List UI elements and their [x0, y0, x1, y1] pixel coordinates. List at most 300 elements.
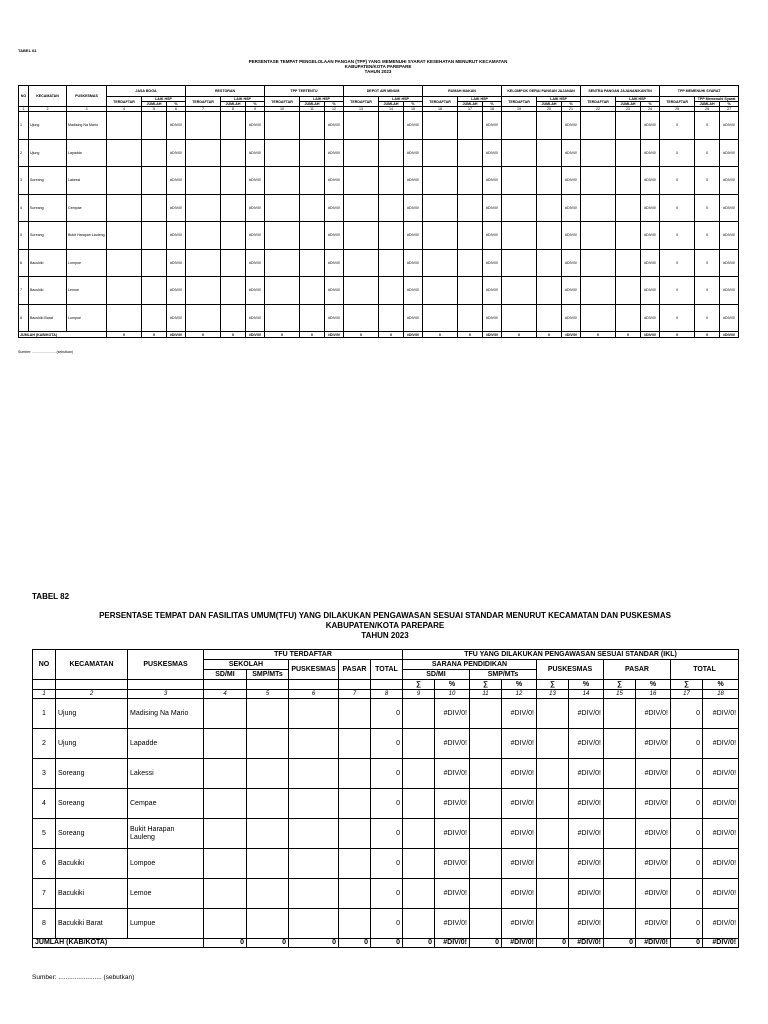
cell-pct: #DIV/0!: [167, 304, 186, 332]
cell-pus-sum: [537, 789, 569, 819]
col-number: 4: [204, 690, 247, 699]
cell-pasar: [339, 699, 371, 729]
cell-empty: [300, 277, 325, 305]
cell-sd-pct: #DIV/0!: [435, 789, 470, 819]
table-82-title-line: TAHUN 2023: [361, 631, 409, 640]
cell-sd-sum: [403, 879, 435, 909]
cell-pct: #DIV/0!: [325, 249, 344, 277]
row-puskesmas: Madising Na Mario: [67, 112, 107, 140]
col-header-jumlah: JUMLAH: [537, 102, 562, 107]
cell-pasar-pct: #DIV/0!: [636, 879, 671, 909]
cell-empty: [423, 222, 458, 250]
cell-empty: [458, 277, 483, 305]
cell-smp-sum: [470, 729, 502, 759]
cell-pct: #DIV/0!: [246, 222, 265, 250]
col-number: 8: [371, 690, 403, 699]
col-header-total-terdaftar: TOTAL: [371, 660, 403, 680]
cell-pct: #DIV/0!: [720, 167, 739, 195]
col-header-no: NO: [19, 86, 29, 107]
cell-pus-sum: [537, 849, 569, 879]
cell-pasar: [339, 909, 371, 939]
total-smp-sum: 0: [470, 939, 502, 948]
cell-pct: #DIV/0!: [325, 112, 344, 140]
row-kecamatan: Bacukiki Barat: [56, 909, 128, 939]
cell-smp-sum: [470, 909, 502, 939]
cell-empty: [300, 222, 325, 250]
cell-empty: [537, 167, 562, 195]
cell-empty: [142, 139, 167, 167]
cell-pct: #DIV/0!: [325, 139, 344, 167]
cell-sd: [204, 909, 247, 939]
cell-empty: [581, 249, 616, 277]
cell-total-sum: 0: [671, 789, 703, 819]
row-kecamatan: Soreang: [29, 222, 67, 250]
col-number: 2: [56, 690, 128, 699]
cell-sd-pct: #DIV/0!: [435, 879, 470, 909]
total-value: 0: [616, 332, 641, 338]
cell-pct: #DIV/0!: [483, 112, 502, 140]
cell-sd-pct: #DIV/0!: [435, 729, 470, 759]
cell-pct: #DIV/0!: [720, 222, 739, 250]
cell-puskesmas: [289, 909, 339, 939]
cell-pasar-pct: #DIV/0!: [636, 849, 671, 879]
cell-empty: [458, 139, 483, 167]
row-kecamatan: Soreang: [56, 789, 128, 819]
cell-smp: [247, 849, 289, 879]
cell-total: 0: [371, 789, 403, 819]
cell-empty: [616, 194, 641, 222]
group-header-sarana-pendidikan: SARANA PENDIDIKAN: [403, 660, 537, 670]
row-no: 8: [33, 909, 56, 939]
cell-pasar-sum: [604, 729, 636, 759]
col-header-laik-hsp: LAIK HSP: [142, 97, 186, 102]
cell-sd-sum: [403, 909, 435, 939]
cell-empty: [379, 194, 404, 222]
col-header-kecamatan: KECAMATAN: [56, 650, 128, 680]
row-no: 3: [19, 167, 29, 195]
col-header-terdaftar: TERDAFTAR: [423, 97, 458, 107]
cell-empty: [221, 167, 246, 195]
row-puskesmas: Lemoe: [128, 879, 204, 909]
table-81: [18, 85, 739, 338]
cell-empty: [537, 222, 562, 250]
col-header-laik-hsp: TPP Memenuhi Syarat: [695, 97, 739, 102]
cell-empty: [379, 222, 404, 250]
cell-empty: [502, 139, 537, 167]
cell-total-sum: 0: [671, 879, 703, 909]
cell-pasar-sum: [604, 879, 636, 909]
cell-sd: [204, 789, 247, 819]
table-row: [33, 909, 739, 939]
cell-total-sum: 0: [671, 699, 703, 729]
cell-pct: #DIV/0!: [483, 139, 502, 167]
total-value: 0: [221, 332, 246, 338]
col-header-terdaftar: TERDAFTAR: [581, 97, 616, 107]
col-number: 15: [604, 690, 636, 699]
cell-empty: [581, 304, 616, 332]
col-header-puskesmas: PUSKESMAS: [128, 650, 204, 680]
col-number: 5: [142, 107, 167, 112]
cell-empty: [186, 304, 221, 332]
cell-empty: [142, 304, 167, 332]
cell-pasar-pct: #DIV/0!: [636, 819, 671, 849]
col-number: 1: [33, 690, 56, 699]
cell-pct: #DIV/0!: [562, 167, 581, 195]
cell-total-pct: #DIV/0!: [703, 819, 739, 849]
row-no: 4: [33, 789, 56, 819]
col-number: 27: [720, 107, 739, 112]
cell-value: 0: [695, 304, 720, 332]
col-number: 15: [404, 107, 423, 112]
cell-puskesmas: [289, 729, 339, 759]
group-header: RUMAH MAKAN: [423, 86, 502, 97]
table-row: [19, 222, 739, 250]
col-number: 17: [671, 690, 703, 699]
cell-pct: #DIV/0!: [720, 112, 739, 140]
cell-pct: #DIV/0!: [167, 222, 186, 250]
cell-pasar: [339, 849, 371, 879]
col-header-pct: %: [562, 102, 581, 107]
total-value: 0: [142, 332, 167, 338]
row-no: 5: [19, 222, 29, 250]
cell-empty: [502, 167, 537, 195]
cell-pus-sum: [537, 699, 569, 729]
cell-empty: [379, 139, 404, 167]
col-header-jumlah: JUMLAH: [221, 102, 246, 107]
cell-empty: [344, 167, 379, 195]
total-value: 0: [423, 332, 458, 338]
row-no: 3: [33, 759, 56, 789]
cell-empty: [581, 112, 616, 140]
cell-empty: [458, 167, 483, 195]
cell-pct: #DIV/0!: [641, 277, 660, 305]
cell-pasar-pct: #DIV/0!: [636, 729, 671, 759]
cell-empty: [502, 277, 537, 305]
cell-total-sum: 0: [671, 849, 703, 879]
cell-empty: [344, 304, 379, 332]
cell-empty: [616, 277, 641, 305]
table-82-source: Sumber: ........................ (sebutkan): [32, 974, 135, 981]
total-value: 0: [186, 332, 221, 338]
cell-empty: [502, 249, 537, 277]
col-header-sigma: ∑: [403, 680, 435, 690]
cell-empty: [616, 222, 641, 250]
cell-pus-sum: [537, 819, 569, 849]
cell-pct: #DIV/0!: [483, 194, 502, 222]
cell-pct: #DIV/0!: [562, 304, 581, 332]
cell-sd: [204, 759, 247, 789]
cell-pct: #DIV/0!: [167, 139, 186, 167]
cell-empty: [221, 139, 246, 167]
col-header-pasar-ikl: PASAR: [604, 660, 671, 680]
col-header-terdaftar: TERDAFTAR: [265, 97, 300, 107]
cell-smp: [247, 699, 289, 729]
cell-empty: [344, 112, 379, 140]
cell-empty: [221, 112, 246, 140]
group-header: RESTORAN: [186, 86, 265, 97]
row-kecamatan: Soreang: [56, 759, 128, 789]
col-number: 9: [403, 690, 435, 699]
cell-total-pct: #DIV/0!: [703, 699, 739, 729]
table-81-title-line: TAHUN 2023: [364, 69, 392, 74]
cell-empty: [107, 249, 142, 277]
col-header-sigma: ∑: [671, 680, 703, 690]
total-value: 0: [695, 332, 720, 338]
cell-smp: [247, 729, 289, 759]
total-value: 0: [581, 332, 616, 338]
col-number: 23: [616, 107, 641, 112]
col-header-jumlah: JUMLAH: [300, 102, 325, 107]
cell-sd-sum: [403, 699, 435, 729]
col-number: 2: [29, 107, 67, 112]
total-pasar-pct: #DIV/0!: [636, 939, 671, 948]
cell-pct: #DIV/0!: [483, 167, 502, 195]
cell-empty: [300, 249, 325, 277]
col-header-sd: SD/MI: [204, 670, 247, 680]
row-no: 8: [19, 304, 29, 332]
cell-pct: #DIV/0!: [720, 277, 739, 305]
col-header-jumlah: JUMLAH: [616, 102, 641, 107]
cell-empty: [537, 112, 562, 140]
cell-value: 0: [660, 277, 695, 305]
cell-pasar-sum: [604, 759, 636, 789]
cell-pct: #DIV/0!: [483, 304, 502, 332]
row-kecamatan: Ujung: [29, 112, 67, 140]
cell-empty: [458, 112, 483, 140]
cell-pus-pct: #DIV/0!: [569, 729, 604, 759]
cell-pasar-sum: [604, 849, 636, 879]
cell-pct: #DIV/0!: [641, 304, 660, 332]
col-header-no: NO: [33, 650, 56, 680]
cell-sd-pct: #DIV/0!: [435, 699, 470, 729]
total-value: 0: [502, 332, 537, 338]
cell-empty: [300, 194, 325, 222]
table-82: [32, 649, 739, 948]
table-row: [33, 879, 739, 909]
cell-pasar-pct: #DIV/0!: [636, 759, 671, 789]
cell-sd: [204, 879, 247, 909]
cell-empty: [616, 139, 641, 167]
cell-sd-sum: [403, 819, 435, 849]
cell-empty: [581, 194, 616, 222]
group-header: DEPOT AIR MINUM: [344, 86, 423, 97]
cell-empty: [186, 194, 221, 222]
cell-pasar: [339, 879, 371, 909]
cell-value: 0: [695, 112, 720, 140]
cell-pct: #DIV/0!: [483, 277, 502, 305]
row-puskesmas: Lapadde: [128, 729, 204, 759]
cell-empty: [300, 139, 325, 167]
cell-empty: [458, 249, 483, 277]
cell-puskesmas: [289, 789, 339, 819]
cell-empty: [502, 304, 537, 332]
col-header-pct: %: [483, 102, 502, 107]
col-header-jumlah: JUMLAH: [695, 102, 720, 107]
col-header-terdaftar: TERDAFTAR: [107, 97, 142, 107]
cell-value: 0: [660, 139, 695, 167]
table-81-label: TABEL 81: [18, 48, 37, 53]
col-header-laik-hsp: LAIK HSP: [537, 97, 581, 102]
table-row: [33, 729, 739, 759]
cell-empty: [502, 112, 537, 140]
total-pct: #DIV/0!: [167, 332, 186, 338]
cell-pct: #DIV/0!: [404, 194, 423, 222]
total-label: JUMLAH (KAB/KOTA): [19, 332, 107, 338]
table-row: [19, 249, 739, 277]
cell-smp-pct: #DIV/0!: [502, 909, 537, 939]
row-no: 4: [19, 194, 29, 222]
cell-total: 0: [371, 849, 403, 879]
cell-empty: [616, 167, 641, 195]
cell-empty: [265, 222, 300, 250]
col-header-smp-ikl: SMP/MTs: [470, 670, 537, 680]
cell-puskesmas: [289, 879, 339, 909]
cell-empty: [423, 167, 458, 195]
total-smp-pct: #DIV/0!: [502, 939, 537, 948]
row-no: 2: [19, 139, 29, 167]
cell-sd: [204, 819, 247, 849]
cell-empty: [379, 112, 404, 140]
cell-total: 0: [371, 879, 403, 909]
cell-pct: #DIV/0!: [562, 222, 581, 250]
cell-total-pct: #DIV/0!: [703, 729, 739, 759]
cell-empty: [379, 167, 404, 195]
cell-empty: [502, 222, 537, 250]
cell-value: 0: [695, 222, 720, 250]
cell-empty: [221, 222, 246, 250]
total-value: 0: [300, 332, 325, 338]
cell-pct: #DIV/0!: [641, 222, 660, 250]
cell-empty: [221, 277, 246, 305]
cell-pct: #DIV/0!: [641, 194, 660, 222]
cell-empty: [186, 167, 221, 195]
col-header-puskesmas: PUSKESMAS: [67, 86, 107, 107]
col-header-terdaftar: TERDAFTAR: [186, 97, 221, 107]
cell-pus-sum: [537, 759, 569, 789]
cell-pct: #DIV/0!: [404, 304, 423, 332]
cell-sd: [204, 729, 247, 759]
col-header-pasar-terdaftar: PASAR: [339, 660, 371, 680]
row-no: 6: [19, 249, 29, 277]
cell-value: 0: [695, 249, 720, 277]
total-value: 0: [265, 332, 300, 338]
cell-pasar: [339, 819, 371, 849]
total-value: 0: [660, 332, 695, 338]
total-value: 0: [344, 332, 379, 338]
cell-pus-sum: [537, 879, 569, 909]
cell-empty: [616, 112, 641, 140]
row-puskesmas: Bukit Harapan Lauleng: [128, 819, 204, 849]
cell-pct: #DIV/0!: [562, 112, 581, 140]
cell-empty: [107, 112, 142, 140]
cell-empty: [537, 304, 562, 332]
col-number: 8: [221, 107, 246, 112]
cell-total: 0: [371, 699, 403, 729]
cell-empty: [107, 167, 142, 195]
cell-empty: [186, 222, 221, 250]
row-no: 2: [33, 729, 56, 759]
cell-pct: #DIV/0!: [325, 222, 344, 250]
col-number: 16: [636, 690, 671, 699]
cell-pct: #DIV/0!: [246, 112, 265, 140]
cell-empty: [300, 304, 325, 332]
cell-empty: [221, 194, 246, 222]
total-value: 0: [458, 332, 483, 338]
cell-pus-sum: [537, 729, 569, 759]
cell-empty: [142, 167, 167, 195]
row-puskesmas: Cempae: [67, 194, 107, 222]
table-81-title-line: KABUPATEN/KOTA PAREPARE: [344, 64, 412, 69]
col-number: 13: [344, 107, 379, 112]
cell-sd-pct: #DIV/0!: [435, 849, 470, 879]
cell-pasar-pct: #DIV/0!: [636, 789, 671, 819]
row-kecamatan: Bacukiki: [56, 879, 128, 909]
table-81-source: Sumber: ........................ (sebutkan): [18, 350, 74, 354]
cell-smp: [247, 909, 289, 939]
col-number: 13: [537, 690, 569, 699]
group-header: JASA BOGA: [107, 86, 186, 97]
col-header-pct: %: [246, 102, 265, 107]
cell-empty: [537, 139, 562, 167]
cell-total-pct: #DIV/0!: [703, 879, 739, 909]
col-number: 21: [562, 107, 581, 112]
col-number: 22: [581, 107, 616, 112]
cell-empty: [265, 112, 300, 140]
total-pus-pct: #DIV/0!: [569, 939, 604, 948]
col-number: 10: [265, 107, 300, 112]
total-tot-sum: 0: [671, 939, 703, 948]
row-puskesmas: Madising Na Mario: [128, 699, 204, 729]
table-row: [33, 759, 739, 789]
cell-sd-pct: #DIV/0!: [435, 819, 470, 849]
cell-pct: #DIV/0!: [246, 304, 265, 332]
cell-value: 0: [660, 194, 695, 222]
row-kecamatan: Bacukiki: [56, 849, 128, 879]
total-value: 0: [379, 332, 404, 338]
row-no: 5: [33, 819, 56, 849]
cell-empty: [107, 222, 142, 250]
row-puskesmas: Lumpue: [67, 304, 107, 332]
table-row: [19, 304, 739, 332]
cell-empty: [344, 194, 379, 222]
cell-pasar-sum: [604, 909, 636, 939]
row-puskesmas: Lumpue: [128, 909, 204, 939]
col-header-sigma: ∑: [537, 680, 569, 690]
col-header-sigma: ∑: [470, 680, 502, 690]
cell-empty: [107, 304, 142, 332]
cell-pasar-sum: [604, 699, 636, 729]
total-pasar: 0: [339, 939, 371, 948]
row-kecamatan: Bacukiki: [29, 249, 67, 277]
cell-empty: [537, 277, 562, 305]
row-puskesmas: Lapadde: [67, 139, 107, 167]
cell-total-sum: 0: [671, 819, 703, 849]
cell-pct: #DIV/0!: [483, 249, 502, 277]
cell-empty: [221, 304, 246, 332]
cell-sd: [204, 849, 247, 879]
table-row: [33, 819, 739, 849]
cell-smp-sum: [470, 759, 502, 789]
cell-total: 0: [371, 909, 403, 939]
row-puskesmas: Lakessi: [128, 759, 204, 789]
cell-value: 0: [660, 167, 695, 195]
table-row: [19, 194, 739, 222]
cell-empty: [344, 277, 379, 305]
total-tot-pct: #DIV/0!: [703, 939, 739, 948]
total-sd-pct: #DIV/0!: [435, 939, 470, 948]
cell-empty: [423, 277, 458, 305]
group-header-tfu-pengawasan: TFU YANG DILAKUKAN PENGAWASAN SESUAI STANDAR (IKL): [403, 650, 739, 660]
